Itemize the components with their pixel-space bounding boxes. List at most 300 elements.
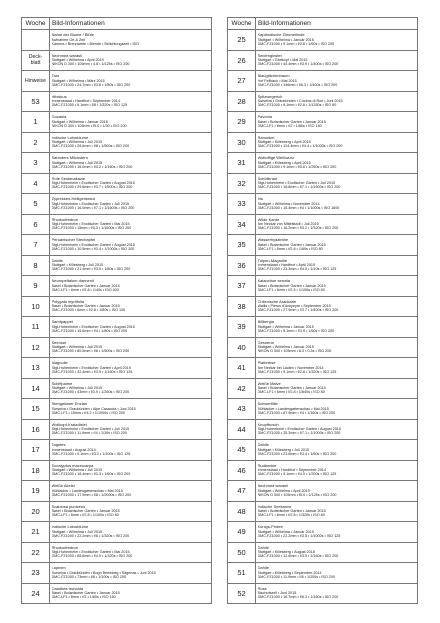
flower-name: Wollkopf-Kratzdistel bbox=[51, 422, 87, 427]
flower-name: Dahlie bbox=[257, 443, 269, 448]
week-number: 44 bbox=[228, 419, 256, 440]
location-date: Hof Fellbach • Mai 2015 bbox=[257, 78, 297, 83]
location-date: Am Neckar von Mittelstadt • Juli 2015 bbox=[257, 222, 319, 227]
table-row bbox=[228, 173, 418, 194]
location-date: Stgt-Hohenheim • Exotischer Garten • August 2015 bbox=[51, 324, 135, 329]
week-number: 4 bbox=[22, 173, 50, 194]
image-info bbox=[50, 50, 212, 71]
flower-name: Schwertlilie bbox=[257, 402, 278, 407]
flower-name: Weiße Malve bbox=[257, 381, 281, 386]
image-info bbox=[256, 214, 418, 235]
table-row bbox=[22, 419, 212, 440]
location-date: Basel • Botanischer Garten • Januar 2015 bbox=[257, 509, 326, 514]
image-info bbox=[256, 296, 418, 317]
flower-name: Weltoffige Weißwurz bbox=[257, 156, 294, 161]
camera-settings: DMC-FZ1000 • 6mm • f/2.8 • 1/80s • ISO 100 bbox=[51, 308, 126, 313]
image-info bbox=[256, 522, 418, 543]
flower-name: Calathea truncata bbox=[51, 586, 84, 591]
table-row bbox=[22, 173, 212, 194]
week-number: 52 bbox=[228, 583, 256, 604]
flower-name: Spitzwegerich bbox=[257, 94, 283, 99]
image-info bbox=[50, 358, 212, 379]
flower-name: Wasserhyazinthe bbox=[257, 238, 289, 243]
flower-name: Weiße Akelei bbox=[51, 484, 75, 489]
week-number: 19 bbox=[22, 481, 50, 502]
flower-name: Lupinen bbox=[51, 566, 66, 571]
camera-settings: DMC-FZ1000 • 17.9mm • f/8 • 1/2000s • ISO 200 bbox=[51, 492, 132, 497]
location-date: Stgt-Hohenheim • Exotischer Garten • Mai 2015 bbox=[51, 550, 130, 555]
week-number: 21 bbox=[22, 522, 50, 543]
camera-settings: DMC-FZ1000 • 9.1mm • f/2.8 • 1/1250s • ISO 80 bbox=[257, 103, 337, 108]
camera-settings: DMC-FZ1000 • 25.3mm • f/7.1 • 1/1000s • ISO 200 bbox=[257, 431, 341, 436]
table-row bbox=[22, 30, 212, 51]
week-number: 1 bbox=[22, 112, 50, 133]
image-info bbox=[50, 583, 212, 604]
table-row bbox=[22, 460, 212, 481]
location-date: Stuttgart • Killesberg • Juli 2015 bbox=[257, 447, 310, 452]
week-number: 16 bbox=[22, 419, 50, 440]
flower-name: Stengelloser Enzian bbox=[51, 402, 88, 407]
location-date: Stgt-Hohenheim • Exotischer Garten • Juli 2015 bbox=[51, 201, 130, 206]
image-info bbox=[50, 112, 212, 133]
flower-name: Tulpen-Magnolie bbox=[257, 258, 288, 263]
camera-settings: DMC-LF1 • 6mm • f/2.8 • 1/40s • ISO 400 bbox=[51, 287, 119, 292]
location-date: Stgt-Hohenheim • Exotischer Garten • August 2015 bbox=[51, 181, 135, 186]
image-info bbox=[50, 276, 212, 297]
flower-name: Blaugittchenbaum bbox=[257, 74, 290, 79]
table-row bbox=[228, 132, 418, 153]
camera-settings: NIKON D 300 • 105mm • 4.8 • 1/125s • ISO 200 bbox=[51, 62, 130, 67]
week-number: Hinweise bbox=[22, 71, 50, 92]
image-info bbox=[256, 50, 418, 71]
table-row bbox=[228, 91, 418, 112]
week-number: 13 bbox=[22, 358, 50, 379]
table-row bbox=[228, 71, 418, 92]
week-number: 12 bbox=[22, 337, 50, 358]
image-info bbox=[256, 583, 418, 604]
camera-settings: DMC-LF1 • 6mm • f/2.5 • 1/100s • ISO 80 bbox=[257, 287, 325, 292]
location-date: Basel • Botanischer Garten • Januar 2015 bbox=[51, 591, 120, 596]
camera-settings: DMC-FZ1000 • 16.7mm • f/6.3 • 1/160s • ISO 200 bbox=[257, 595, 339, 600]
table-row bbox=[228, 419, 418, 440]
flower-name: Königs-Protee bbox=[257, 525, 283, 530]
camera-settings: DMC-FZ1000 • 16.0mm • f/7.1 • 1/1600s • ISO 200 bbox=[51, 205, 135, 210]
week-number: Deck- blatt bbox=[22, 50, 50, 71]
image-info bbox=[50, 30, 212, 51]
camera-settings: DMC-FZ1000 • 9.1mm • f/3.2 • 1/100s • ISO 125 bbox=[51, 451, 131, 456]
image-info bbox=[256, 358, 418, 379]
camera-settings: DMC-FZ1000 • 18.4mm • f/3.3 • 1/60s • ISO 200 bbox=[51, 472, 131, 477]
camera-settings: NIKON D 300 • 105mm • f5.0 • 1/125s • ISO 200 bbox=[257, 492, 337, 497]
image-info bbox=[256, 419, 418, 440]
location-date: Stuttgart • Wilhelma • Juli 2015 bbox=[51, 140, 103, 145]
camera-settings: DMC-FZ1000 • 16.8mm • f/7.1 • 1/1600s • ISO 200 bbox=[257, 185, 341, 190]
image-info bbox=[256, 132, 418, 153]
location-date: Stuttgart • Killesberg • April 2015 bbox=[257, 140, 311, 145]
flower-name: Pavonia bbox=[257, 115, 272, 120]
location-date: Aufnahme Ort & Zeit bbox=[51, 37, 86, 42]
info-header: Bild-Informationen bbox=[50, 18, 212, 30]
flower-name: Dahlie bbox=[51, 258, 63, 263]
week-number: 18 bbox=[22, 460, 50, 481]
camera-settings: DMC-FZ1000 • 43mm • f/3.9 • 1/250s • ISO 200 bbox=[51, 390, 130, 395]
image-info bbox=[50, 399, 212, 420]
image-info bbox=[256, 153, 418, 174]
camera-settings: DMC-FZ1000 • 80.5mm • f/8 • 1/500s • ISO 200 bbox=[51, 349, 130, 354]
image-info bbox=[50, 235, 212, 256]
location-date: Stgt-Hohenheim • Exotischer Garten • Mai 2015 bbox=[51, 222, 130, 227]
table-row bbox=[22, 276, 212, 297]
camera-settings: DMC-LF1 • 6mm • f/2 • 1/60s • ISO 160 bbox=[51, 595, 116, 600]
camera-settings: DMC-FZ1000 • 15.6mm • f/4 • 1/80s • ISO 200 bbox=[51, 328, 128, 333]
location-date: Immenstaad • August 2014 bbox=[51, 447, 96, 452]
table-row bbox=[228, 153, 418, 174]
table-row bbox=[228, 296, 418, 317]
flower-name: Seerose bbox=[51, 340, 67, 345]
camera-settings: DMC-FZ1000 • 16.0mm • f/3.2 • 1/160s • ISO 200 bbox=[51, 164, 133, 169]
camera-settings: DMC-FZ1000 • 73mm • f/8 • 1/100s • ISO 200 bbox=[51, 574, 127, 579]
week-number: 35 bbox=[228, 235, 256, 256]
location-date: Basel • Botanischer Garten • Januar 2015 bbox=[257, 386, 326, 391]
camera-settings: DMC-FZ1000 • 16.2mm • f/3.2 • 1/320s • ISO 200 bbox=[257, 226, 339, 231]
camera-settings: DMC-FZ1000 • 23.3mm • f/4.0 • 1/10s • ISO 125 bbox=[257, 267, 337, 272]
camera-settings: DMC-FZ1000 • 22.2mm • f/8 • 1/320s • ISO 200 bbox=[51, 533, 130, 538]
right-header-row bbox=[228, 18, 418, 30]
table-row bbox=[22, 563, 212, 584]
location-date: Stuttgart • Wilhelma • Juli 2015 bbox=[51, 529, 103, 534]
table-row bbox=[228, 399, 418, 420]
week-number: 33 bbox=[228, 194, 256, 215]
location-date: Stgt-Hohenheim • Exotischer Garten • Juli 2015 bbox=[257, 181, 336, 186]
image-info bbox=[256, 481, 418, 502]
flower-name: Ranunkel bbox=[257, 135, 275, 140]
table-row bbox=[228, 378, 418, 399]
location-date: Stuttgart • Killesberg • Juli 2015 bbox=[51, 263, 104, 268]
location-date: Stgt-Hohenheim • Exotischer Garten • August 2015 bbox=[257, 427, 341, 432]
week-number: 24 bbox=[22, 583, 50, 604]
week-number: 7 bbox=[22, 235, 50, 256]
table-row bbox=[228, 542, 418, 563]
location-date: Wallis • Plerus d'Aveyeyre • September 2015 bbox=[257, 304, 331, 309]
image-info bbox=[256, 317, 418, 338]
camera-settings: DMC-FZ1000 • 9.1mm • f/8 • 1/320s • ISO 125 bbox=[51, 103, 128, 108]
flower-name: Hibiskus bbox=[51, 94, 67, 99]
flower-name: Schiffpalme bbox=[51, 381, 73, 386]
table-row bbox=[228, 194, 418, 215]
flower-name: Chilenische Araukarie bbox=[257, 299, 297, 304]
table-row bbox=[228, 255, 418, 276]
image-info bbox=[50, 542, 212, 563]
camera-settings: DMC-FZ1000 • 24.7mm • f/3.6 • 1/80s • ISO 200 bbox=[51, 82, 131, 87]
flower-name: Dahlie bbox=[257, 566, 269, 571]
flower-name: Scabiosa puniceus bbox=[51, 504, 86, 509]
flower-name: Magnolie bbox=[51, 361, 68, 366]
flower-name: Schöllkraut bbox=[257, 176, 278, 181]
flower-name: Platterbse bbox=[257, 361, 276, 366]
week-number: 27 bbox=[228, 71, 256, 92]
table-row bbox=[228, 522, 418, 543]
image-info bbox=[256, 112, 418, 133]
week-number: 6 bbox=[22, 214, 50, 235]
location-date: Stuttgart • Killesberg • April 2015 bbox=[257, 160, 311, 165]
week-number bbox=[22, 30, 50, 51]
image-info bbox=[256, 337, 418, 358]
image-info bbox=[50, 563, 212, 584]
camera-settings: NIKON D 300 • 105mm • 8.0 • 0.3s • ISO 200 bbox=[257, 349, 332, 354]
week-number: 48 bbox=[228, 501, 256, 522]
week-number: 40 bbox=[228, 337, 256, 358]
image-info bbox=[256, 255, 418, 276]
location-date: Stgt-Hohenheim • Exotischer Garten • April 2015 bbox=[51, 365, 131, 370]
location-date: Surselva • Graubünden • Bogn Benedetg • Sägenas • Juni 2015 bbox=[51, 570, 156, 575]
location-date: Basel • Botanischer Garten • Januar 2015 bbox=[51, 283, 120, 288]
week-number: 26 bbox=[228, 50, 256, 71]
flower-name: Rose bbox=[257, 586, 267, 591]
camera-settings: DMC-FZ1000 • 9.1mm • f/2.8 • 1/320s • ISO 125 bbox=[257, 369, 337, 374]
camera-settings: DMC-LF1 • 6mm • f/2.8 • 1/100s • ISO 80 bbox=[51, 513, 119, 518]
camera-settings: DMC-FZ1000 • 11.9mm • f/4 • 1/30s • ISO 200 bbox=[51, 431, 127, 436]
week-number: 15 bbox=[22, 399, 50, 420]
location-date: Basel • Botanischer Garten • Januar 2015 bbox=[257, 242, 326, 247]
week-number: 23 bbox=[22, 563, 50, 584]
image-info bbox=[50, 214, 212, 235]
week-number: 17 bbox=[22, 440, 50, 461]
week-number: 10 bbox=[22, 296, 50, 317]
info-header: Bild-Informationen bbox=[256, 18, 418, 30]
location-date: Stuttgart • Wilhelma • Juli 2015 bbox=[51, 160, 103, 165]
week-number: 50 bbox=[228, 542, 256, 563]
location-date: Mühlacker • Landesgartenschau • Mai 2015 bbox=[257, 406, 329, 411]
location-date: Basel • Botanischer Garten • Januar 2015 bbox=[257, 119, 326, 124]
table-row bbox=[228, 50, 418, 71]
image-info bbox=[50, 378, 212, 399]
flower-name: Rhododendron bbox=[51, 545, 78, 550]
week-number: 2 bbox=[22, 132, 50, 153]
location-date: Immenstaad • Hardthof • September 2014 bbox=[51, 99, 120, 104]
image-info bbox=[256, 542, 418, 563]
camera-settings: DMC-LF1 • 6mm • f/2.8 • 1/640s • ISO 80 bbox=[257, 390, 325, 395]
camera-settings: DMC-FZ1000 • 32.4mm • f/3.9 • 1/160s • ISO 125 bbox=[51, 369, 133, 374]
left-header-row bbox=[22, 18, 212, 30]
image-info bbox=[256, 399, 418, 420]
camera-settings: DMC-LF1 • 6mm • f/2.8 • 1/320s • ISO 80 bbox=[257, 513, 325, 518]
table-row bbox=[22, 235, 212, 256]
table-row bbox=[228, 563, 418, 584]
table-row bbox=[22, 501, 212, 522]
image-info bbox=[50, 173, 212, 194]
table-row bbox=[22, 296, 212, 317]
image-info bbox=[256, 71, 418, 92]
table-row bbox=[22, 399, 212, 420]
week-header: Woche bbox=[228, 18, 256, 30]
camera-settings: DMC-FZ1000 • 44.4mm • f/3.9 • 1/400s • ISO 200 bbox=[257, 62, 339, 67]
location-date: Basel • Botanischer Garten • Januar 2015 bbox=[257, 283, 326, 288]
image-info bbox=[50, 71, 212, 92]
table-row bbox=[228, 112, 418, 133]
image-info bbox=[50, 255, 212, 276]
image-info bbox=[256, 440, 418, 461]
location-date: Stgt-Hohenheim • Exotischer Garten • Juli 2015 bbox=[51, 427, 130, 432]
image-info bbox=[256, 173, 418, 194]
table-row bbox=[22, 440, 212, 461]
camera-settings: DMC-FZ1000 • 22.2mm • f/3.5 • 1/1000s • ISO 125 bbox=[257, 533, 341, 538]
flower-name: Name der Blume / Blüte bbox=[51, 33, 94, 38]
location-date: Stuttgart • Gärtkopf • Mai 2015 bbox=[257, 58, 308, 63]
table-row bbox=[228, 358, 418, 379]
camera-settings: DMC-LF1 • 15mm • f/4.2 • 1/1000s • ISO 200 bbox=[51, 410, 125, 415]
location-date: Stuttgart • Wilhelma • Januar 2015 bbox=[257, 324, 314, 329]
table-row bbox=[22, 71, 212, 92]
image-info bbox=[50, 317, 212, 338]
flower-name: Taro bbox=[51, 74, 60, 79]
location-date: Stuttgart • Wilhelma • November 2014 bbox=[257, 201, 320, 206]
flower-name: Rhododendron bbox=[51, 217, 78, 222]
location-date: Mühlacker • Landesgartenschau • Mai 2015 bbox=[51, 488, 123, 493]
flower-name: Neuropeltalum dannenii bbox=[51, 279, 94, 284]
camera-settings: DMC-FZ1000 • 11.9mm • f/8 • 1/200s • ISO 200 bbox=[257, 574, 335, 579]
table-row bbox=[228, 440, 418, 461]
week-number: 3 bbox=[22, 153, 50, 174]
right-table bbox=[227, 17, 418, 604]
week-number: 39 bbox=[228, 317, 256, 338]
camera-settings: DMC-LF1 • 6mm • f/2 • 1/80s • ISO 160 bbox=[257, 123, 322, 128]
table-row bbox=[228, 460, 418, 481]
table-row bbox=[22, 583, 212, 604]
flower-name: Kapländische Zimmerlinde bbox=[257, 33, 305, 38]
camera-settings: Kamera • Brennweite • Blende • Belichtungszeit • ISO bbox=[51, 41, 139, 46]
camera-settings: DMC-FZ1000 • 15mm • f/3.3 • 1/1600s • ISO 200 bbox=[51, 226, 132, 231]
camera-settings: DMC-FZ1000 • 12.6mm • f/3.5 • 1/160s • ISO 200 bbox=[257, 554, 339, 559]
flower-name: Zypressen-Heiligenkraut bbox=[51, 197, 95, 202]
image-info bbox=[50, 194, 212, 215]
flower-name: Saunders Milchstern bbox=[51, 156, 88, 161]
flower-name: Indische Lotosblume bbox=[51, 135, 89, 140]
table-row bbox=[228, 30, 418, 51]
flower-name: Rudbeckie bbox=[257, 463, 277, 468]
camera-settings: DMC-FZ1000 • 85.6mm • f/4.0 • 1/320s • ISO 200 bbox=[51, 554, 133, 559]
week-number: 51 bbox=[228, 563, 256, 584]
image-info bbox=[50, 501, 212, 522]
table-row bbox=[22, 255, 212, 276]
week-number: 5 bbox=[22, 194, 50, 215]
camera-settings: DMC-FZ1000 • 9.1mm • f/4.5 • 1/200s • ISO 125 bbox=[257, 472, 337, 477]
table-row bbox=[228, 235, 418, 256]
week-header: Woche bbox=[22, 18, 50, 30]
week-number: 53 bbox=[22, 91, 50, 112]
location-date: Stuttgart • Wilhelma • März 2015 bbox=[51, 78, 105, 83]
location-date: Immenstaad • Hardthof • September 2014 bbox=[257, 468, 326, 473]
image-info bbox=[50, 419, 212, 440]
flower-name: Aechmea warasii bbox=[257, 484, 288, 489]
image-info bbox=[50, 153, 212, 174]
location-date: Basel • Botanischer Garten • Januar 2015 bbox=[51, 304, 120, 309]
table-row bbox=[22, 522, 212, 543]
flower-name: Rote Seidenakazie bbox=[51, 176, 86, 181]
week-number: 9 bbox=[22, 276, 50, 297]
table-row bbox=[228, 337, 418, 358]
week-number: 32 bbox=[228, 173, 256, 194]
image-info bbox=[256, 501, 418, 522]
flower-name: Indische Seekanne bbox=[257, 504, 292, 509]
week-number: 46 bbox=[228, 460, 256, 481]
flower-name: Polygala myrtifolia bbox=[51, 299, 84, 304]
image-info bbox=[256, 563, 418, 584]
location-date: Stuttgart • Wilhelma • Januar 2015 bbox=[257, 345, 314, 350]
location-date: Stuttgart • Wilhelma • Juli 2015 bbox=[51, 386, 103, 391]
table-row bbox=[22, 378, 212, 399]
image-info bbox=[256, 276, 418, 297]
location-date: Stuttgart • Wilhelma • April 2019 bbox=[257, 488, 310, 493]
week-number: 8 bbox=[22, 255, 50, 276]
table-row bbox=[228, 276, 418, 297]
camera-settings: DMC-FZ1000 • 87.9mm • f/4 • 1/160s • ISO 200 bbox=[257, 410, 336, 415]
table-row bbox=[22, 358, 212, 379]
camera-settings: DMC-FZ1000 • 9.1mm • f/2.8 • 1/60s • ISO 200 bbox=[257, 41, 335, 46]
flower-name: Dahlie bbox=[257, 545, 269, 550]
location-date: Stuttgart • Wilhelma • April 2019 bbox=[51, 58, 104, 63]
table-row bbox=[228, 583, 418, 604]
flower-name: Seidenginster bbox=[257, 53, 282, 58]
image-info bbox=[50, 440, 212, 461]
camera-settings: DMC-LF1 • 6mm • f/2.8 • 1/60s • ISO 80 bbox=[257, 246, 323, 251]
week-number: 38 bbox=[228, 296, 256, 317]
table-row bbox=[22, 112, 212, 133]
week-number: 29 bbox=[228, 112, 256, 133]
location-date: Stuttgart • Wilhelma • Juli 2015 bbox=[51, 345, 103, 350]
flower-name: Iris bbox=[257, 197, 263, 202]
week-number: 43 bbox=[228, 399, 256, 420]
camera-settings: DMC-FZ1000 • 27.9mm • f/3.7 • 1/400s • ISO 200 bbox=[257, 308, 339, 313]
table-row bbox=[22, 153, 212, 174]
table-row bbox=[22, 481, 212, 502]
week-number: 22 bbox=[22, 542, 50, 563]
camera-settings: DMC-FZ1000 • 23.6mm • f/3.4 • 1/60s • ISO 200 bbox=[257, 451, 337, 456]
image-info bbox=[50, 132, 212, 153]
table-row bbox=[22, 337, 212, 358]
right-table-body bbox=[228, 30, 418, 604]
flower-name: Guzania bbox=[51, 115, 67, 120]
flower-name: Tagetes bbox=[51, 443, 66, 448]
week-number: 45 bbox=[228, 440, 256, 461]
camera-settings: DMC-FZ1000 • 15.4mm • f/4 • 1/1000s • ISO 1600 bbox=[257, 205, 340, 210]
table-row bbox=[228, 501, 418, 522]
table-row bbox=[22, 542, 212, 563]
left-table-body bbox=[22, 30, 212, 604]
week-number: 42 bbox=[228, 378, 256, 399]
image-info bbox=[50, 91, 212, 112]
flower-name: Gesneria bbox=[257, 340, 274, 345]
location-date: Am Neckar bei Laufen • November 2014 bbox=[257, 365, 324, 370]
week-number: 14 bbox=[22, 378, 50, 399]
location-date: Stuttgart • Wilhelma • Januar 2015 bbox=[51, 119, 108, 124]
table-row bbox=[228, 481, 418, 502]
week-number: 34 bbox=[228, 214, 256, 235]
camera-settings: DMC-FZ1000 • 9.1mm • f/5.6 • 1/250s • ISO 200 bbox=[257, 164, 337, 169]
flower-name: Wilde Karde bbox=[257, 217, 280, 222]
flower-name: Knopfbusch bbox=[257, 422, 279, 427]
table-row bbox=[22, 91, 212, 112]
location-date: Basel • Botanischer Garten • Januar 2015 bbox=[51, 509, 120, 514]
week-number: 36 bbox=[228, 255, 256, 276]
flower-name: Eucalyptus macrocarpa bbox=[51, 463, 94, 468]
week-number: 31 bbox=[228, 153, 256, 174]
image-info bbox=[256, 235, 418, 256]
flower-name: Peruanischer Stechapfel bbox=[51, 238, 96, 243]
week-number: 41 bbox=[228, 358, 256, 379]
camera-settings: DMC-FZ1000 • 28.6mm • f/8 • 1/500s • ISO 200 bbox=[51, 144, 130, 149]
camera-settings: DMC-FZ1000 • 21.4mm • f/3.5 • 1/80s • ISO 200 bbox=[51, 267, 131, 272]
left-table bbox=[21, 17, 212, 604]
